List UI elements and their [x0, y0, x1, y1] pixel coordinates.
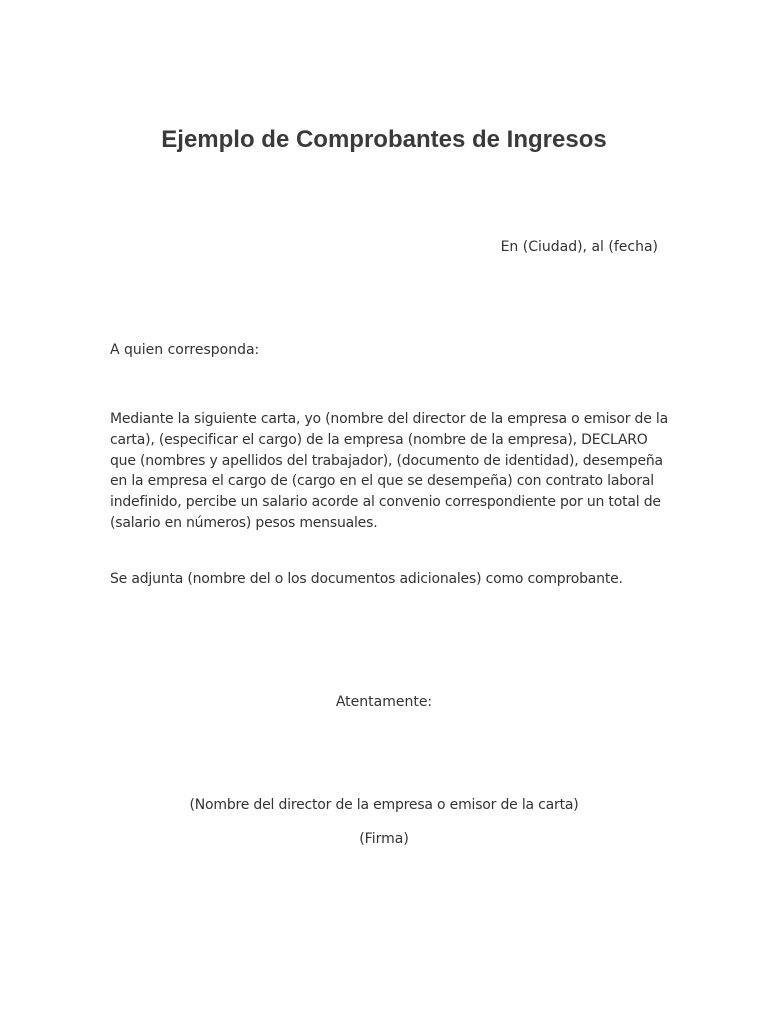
- place-date-line: En (Ciudad), al (fecha): [500, 239, 658, 255]
- signer-name: (Nombre del director de la empresa o emisor de la carta): [189, 797, 579, 813]
- document-title: Ejemplo de Comprobantes de Ingresos: [161, 126, 607, 153]
- body-paragraph: Mediante la siguiente carta, yo (nombre del director de la empresa o emisor de la carta), (especificar el cargo) de la empresa (nombre de la empresa), DECLARO que (nombres y apellidos del trabajador), (documento de identidad), desempeña en la empresa el cargo de (cargo en el que se desempeña) con contrato laboral indefinido, percibe un salario acorde al convenio correspondiente por un total de (salario en números) pesos mensuales.: [110, 411, 668, 531]
- attachment-paragraph: Se adjunta (nombre del o los documentos adicionales) como comprobante.: [110, 571, 623, 587]
- signature-line: (Firma): [359, 831, 409, 847]
- closing-line: Atentamente:: [335, 694, 433, 710]
- salutation: A quien corresponda:: [110, 342, 260, 358]
